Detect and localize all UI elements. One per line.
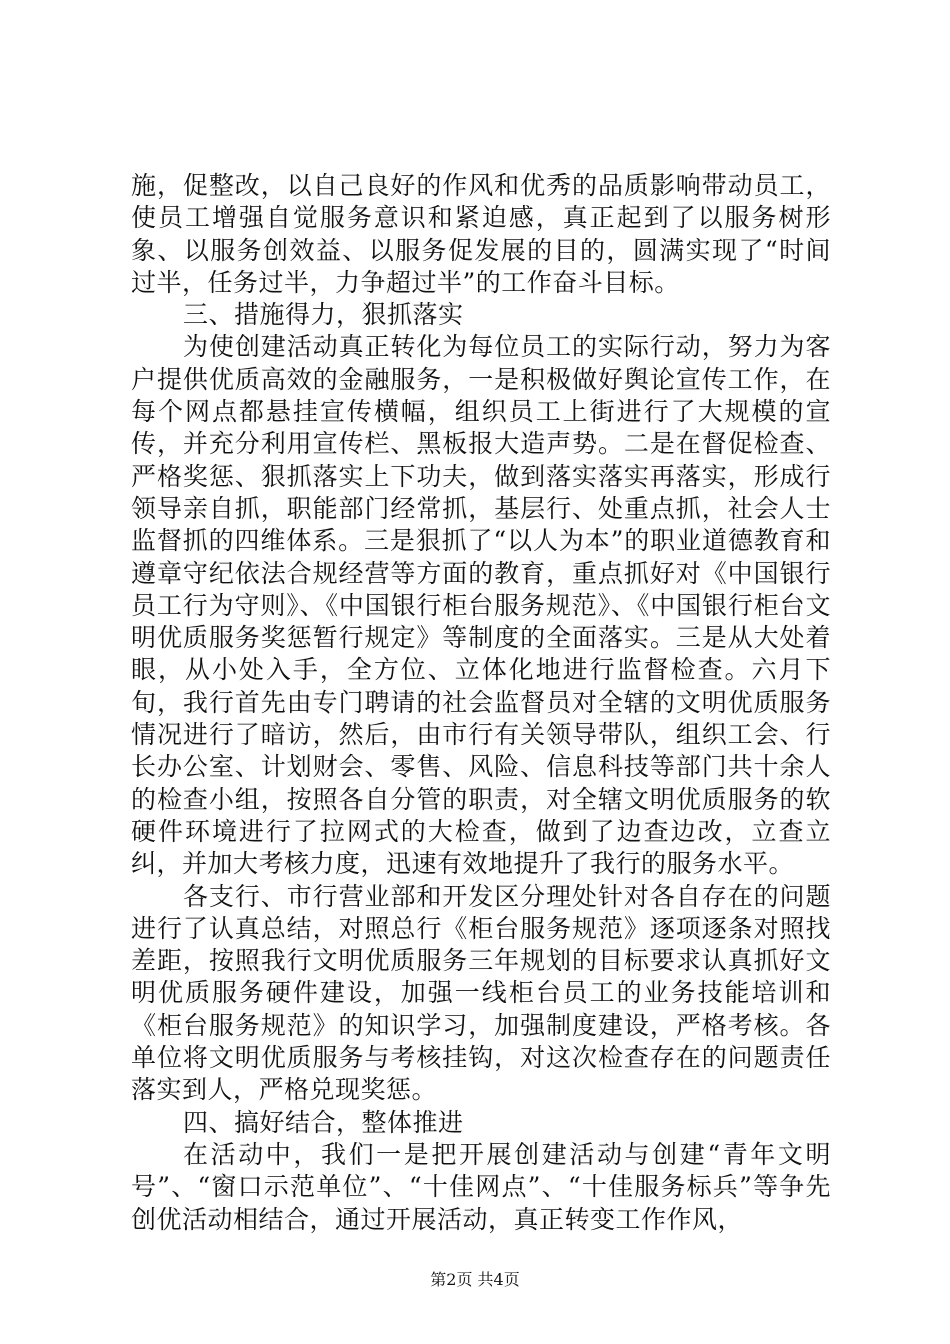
paragraph-continuation: 施，促整改，以自己良好的作风和优秀的品质影响带动员工，使员工增强自觉服务意识和紧迫感，真正起到了以服务树形象、以服务创效益、以服务促发展的目的，圆满实现了“时间过半，任务过半，力争超过半”的工作奋斗目标。 (131, 171, 831, 297)
paragraph-measures: 为使创建活动真正转化为每位员工的实际行动，努力为客户提供优质高效的金融服务，一是积极做好舆论宣传工作，在每个网点都悬挂宣传横幅，组织员工上街进行了大规模的宣传，并充分利用宣传栏、黑板报大造声势。二是在督促检查、严格奖惩、狠抓落实上下功夫，做到落实落实再落实，形成行领导亲自抓，职能部门经常抓，基层行、处重点抓，社会人士监督抓的四维体系。三是狠抓了“以人为本”的职业道德教育和遵章守纪依法合规经营等方面的教育，重点抓好对《中国银行员工行为守则》、《中国银行柜台服务规范》、《中国银行柜台文明优质服务奖惩暂行规定》等制度的全面落实。三是从大处着眼，从小处入手，全方位、立体化地进行监督检查。六月下旬，我行首先由专门聘请的社会监督员对全辖的文明优质服务情况进行了暗访，然后，由市行有关领导带队，组织工会、行长办公室、计划财会、零售、风险、信息科技等部门共十余人的检查小组，按照各自分管的职责，对全辖文明优质服务的软硬件环境进行了拉网式的大检查，做到了边查边改，立查立纠，并加大考核力度，迅速有效地提升了我行的服务水平。 (131, 332, 831, 879)
section-heading-4: 四、搞好结合，整体推进 (183, 1107, 464, 1137)
page-footer: 第2页 共4页 (430, 1270, 520, 1289)
document-body (131, 170, 831, 1236)
paragraph-integration: 在活动中，我们一是把开展创建活动与创建“青年文明号”、“窗口示范单位”、“十佳网点”、“十佳服务标兵”等争先创优活动相结合，通过开展活动，真正转变工作作风， (131, 1139, 831, 1234)
paragraph-branches: 各支行、市行营业部和开发区分理处针对各自存在的问题进行了认真总结，对照总行《柜台服务规范》逐项逐条对照找差距，按照我行文明优质服务三年规划的目标要求认真抓好文明优质服务硬件建设，加强一线柜台员工的业务技能培训和《柜台服务规范》的知识学习，加强制度建设，严格考核。各单位将文明优质服务与考核挂钩，对这次检查存在的问题责任落实到人，严格兑现奖惩。 (131, 881, 831, 1105)
section-heading-3: 三、措施得力，狠抓落实 (183, 300, 464, 330)
